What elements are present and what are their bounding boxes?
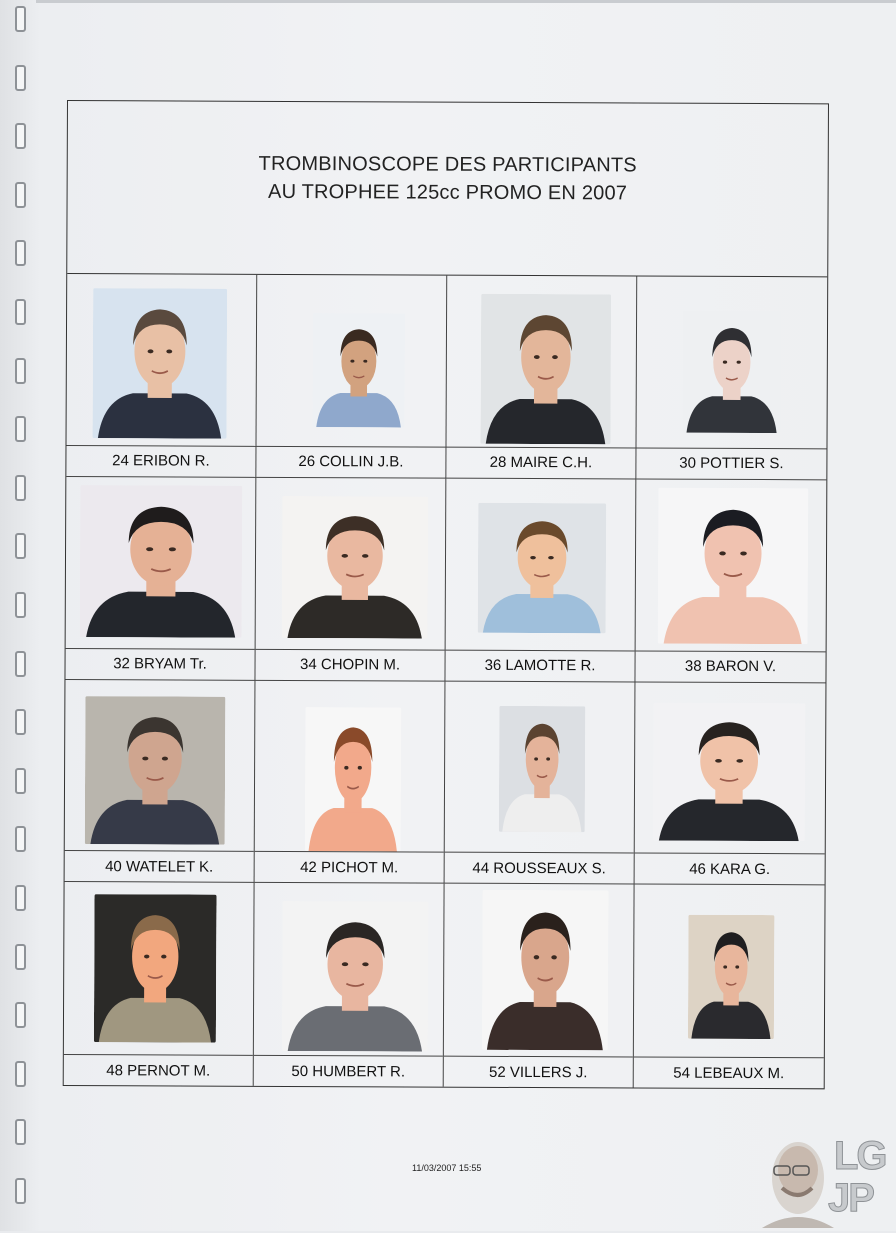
participant-photo [653,702,806,841]
participant-photo [313,313,405,427]
participant-label: 46 KARA G. [635,853,825,885]
participant-cell [634,885,825,1089]
participant-label: 50 HUMBERT R. [254,1055,443,1087]
binding-hole [15,240,26,266]
participant-photo [80,485,243,638]
participant-photo [85,696,226,845]
photo-area [634,885,825,1058]
photo-area [66,477,256,649]
binding-hole [15,6,26,32]
participant-photo [482,890,609,1051]
participant-cell [445,478,636,682]
print-timestamp: 11/03/2007 15:55 [412,1163,482,1173]
participant-photo [658,487,809,644]
binding-hole [15,475,26,501]
binding-hole [15,1119,26,1145]
participant-photo [481,294,612,445]
spiral-binding [12,0,30,1231]
binding-hole [15,182,26,208]
binding-hole [15,944,26,970]
photo-area [445,681,635,853]
binding-hole [15,1178,26,1204]
participant-photo [683,311,782,433]
photo-area [256,478,446,650]
participant-cell [446,276,637,480]
participant-label: 24 ERIBON R. [66,445,255,477]
binding-hole [15,651,26,677]
participant-label: 54 LEBEAUX M. [634,1056,824,1088]
participant-cell [65,679,256,883]
binding-hole [15,826,26,852]
participant-label: 48 PERNOT M. [64,1054,253,1086]
participant-photo [305,707,402,851]
participant-label: 26 COLLIN J.B. [256,446,445,478]
binding-hole [15,885,26,911]
photo-area [636,276,827,448]
binding-hole [15,533,26,559]
binding-hole [15,299,26,325]
participant-label: 44 ROUSSEAUX S. [445,852,634,884]
photo-area [446,478,636,650]
binding-hole [15,416,26,442]
binding-hole [15,709,26,735]
participant-photo [688,915,775,1039]
participant-photo [282,901,429,1052]
participant-cell [65,477,256,681]
participant-cell [64,882,255,1086]
participant-cell [445,681,636,885]
participant-cell [636,276,827,480]
participant-label: 52 VILLERS J. [444,1056,633,1088]
photo-area [64,882,254,1055]
participants-grid [64,274,828,1088]
photo-area [66,274,256,446]
participant-photo [94,894,217,1043]
binding-hole [15,65,26,91]
participant-cell [256,275,447,479]
binding-hole [15,358,26,384]
photo-area [254,883,444,1056]
participant-cell [254,883,445,1087]
participant-photo [93,288,228,439]
logo-text-top: LG [834,1134,886,1178]
binding-hole [15,1061,26,1087]
participant-label: 36 LAMOTTE R. [445,649,634,681]
page-top-edge [36,0,896,3]
participant-label: 34 CHOPIN M. [255,648,444,680]
participant-label: 28 MAIRE C.H. [446,446,635,478]
photo-area [444,884,634,1057]
participant-photo [282,496,429,639]
binding-hole [15,1002,26,1028]
title-line-1: TROMBINOSCOPE DES PARTICIPANTS [258,152,637,177]
participant-photo [478,503,607,634]
participant-cell [255,478,446,682]
trombinoscope-table [63,100,829,1089]
photo-area [446,276,636,448]
title-line-2: AU TROPHEE 125cc PROMO EN 2007 [268,180,628,205]
participant-cell [66,274,257,478]
photo-area [636,479,827,651]
binding-hole [15,768,26,794]
binding-hole [15,592,26,618]
title-block [67,101,828,277]
participant-cell [635,479,826,683]
participant-cell [635,682,826,886]
participant-cell [444,884,635,1088]
participant-label: 42 PICHOT M. [255,851,444,883]
participant-label: 30 POTTIER S. [636,447,826,479]
logo [762,1132,894,1228]
participant-label: 40 WATELET K. [65,850,254,882]
photo-area [65,679,255,851]
participant-cell [255,680,446,884]
photo-area [635,682,826,854]
participant-label: 38 BARON V. [635,650,825,682]
photo-area [255,680,445,852]
photo-area [256,275,446,447]
participant-label: 32 BRYAM Tr. [65,647,254,679]
logo-text-bottom: JP [828,1176,873,1220]
participant-photo [499,705,586,831]
binding-hole [15,123,26,149]
